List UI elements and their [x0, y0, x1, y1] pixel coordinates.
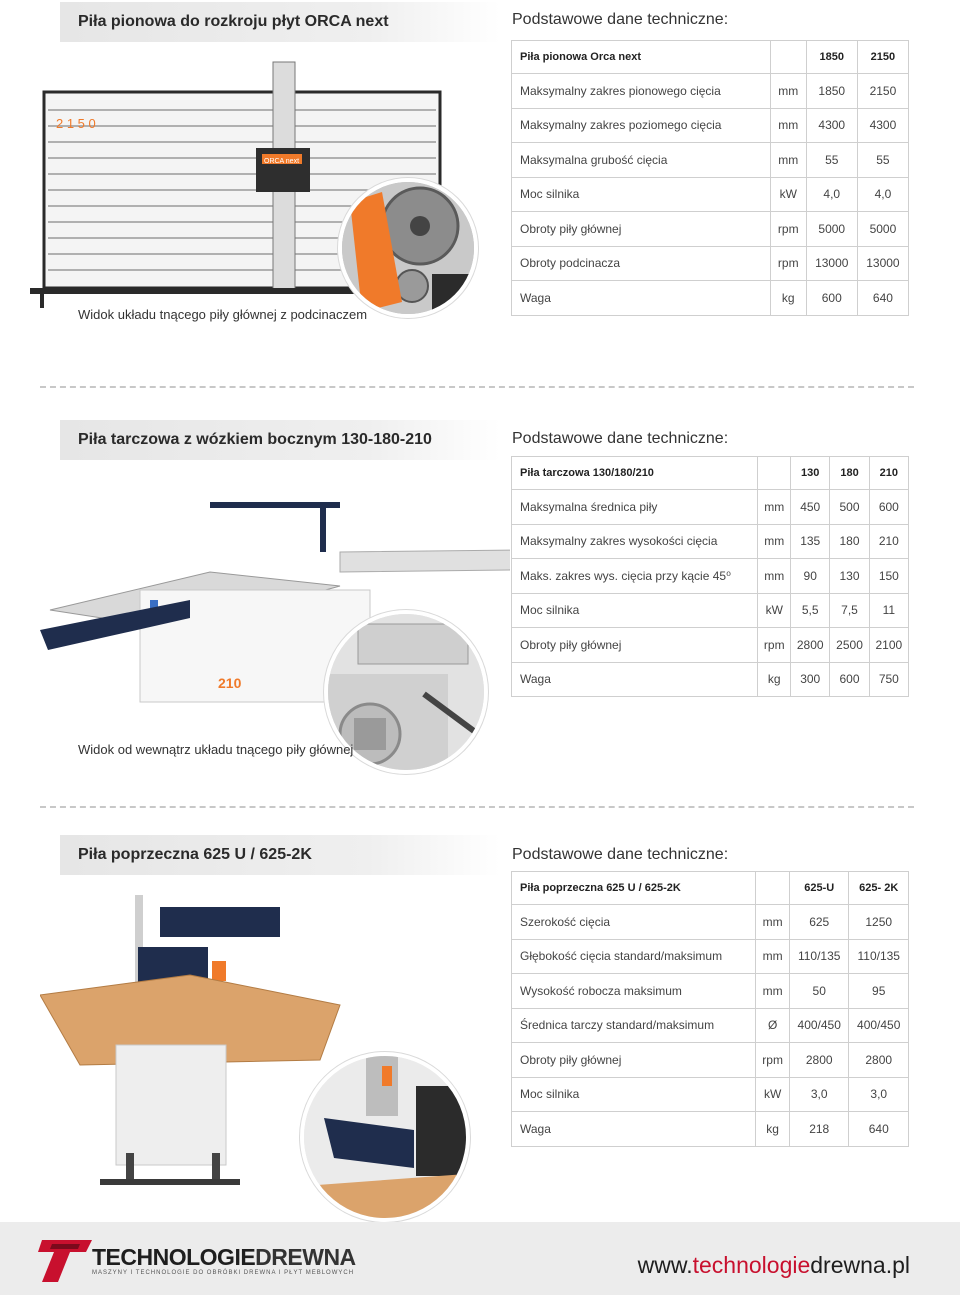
spec-unit-cell — [770, 41, 806, 74]
spec-value-cell: 640 — [857, 281, 908, 316]
spec-table-row — [512, 74, 909, 109]
spec-value-cell: 130 — [830, 559, 869, 594]
saw-detail-circle-1 — [338, 178, 478, 318]
spec-table-row — [512, 1112, 909, 1147]
spec-value-cell: 300 — [791, 662, 830, 697]
spec-value-cell: 135 — [791, 524, 830, 559]
spec-unit-cell: kW — [770, 177, 806, 212]
brand-logo-text — [92, 1244, 356, 1271]
footer — [0, 1222, 960, 1295]
spec-value-cell: 13000 — [806, 246, 857, 281]
spec-unit-cell: rpm — [770, 246, 806, 281]
section-3-title — [60, 835, 500, 875]
spec-value-cell: 1850 — [806, 41, 857, 74]
spec-label-cell: Maks. zakres wys. cięcia przy kącie 45⁰ — [512, 559, 758, 594]
spec-value-cell: 2800 — [791, 628, 830, 663]
spec-table-row — [512, 1008, 909, 1043]
spec-value-cell: 450 — [791, 490, 830, 525]
spec-label-cell: Obroty piły głównej — [512, 212, 771, 247]
section-1-title-text: Piła pionowa do rozkroju płyt ORCA next — [78, 13, 389, 30]
spec-label-cell: Moc silnika — [512, 593, 758, 628]
spec-value-cell: 5,5 — [791, 593, 830, 628]
spec-unit-cell: rpm — [770, 212, 806, 247]
section-divider-1 — [40, 386, 914, 388]
spec-unit-cell: Ø — [756, 1008, 790, 1043]
spec-value-cell: 2150 — [857, 41, 908, 74]
spec-value-cell: 150 — [869, 559, 908, 594]
machine-model-label: 210 — [218, 675, 242, 691]
spec-unit-cell: rpm — [756, 1043, 790, 1078]
spec-value-cell: 7,5 — [830, 593, 869, 628]
spec-label-cell: Obroty piły głównej — [512, 628, 758, 663]
spec-value-cell: 400/450 — [849, 1008, 909, 1043]
spec-label-cell: Piła tarczowa 130/180/210 — [512, 457, 758, 490]
spec-unit-cell: mm — [758, 524, 791, 559]
spec-value-cell: 640 — [849, 1112, 909, 1147]
section-3-title-text: Piła poprzeczna 625 U / 625-2K — [78, 846, 312, 863]
spec-value-cell: 5000 — [806, 212, 857, 247]
saw-blade-detail-image — [342, 182, 474, 314]
spec-unit-cell: mm — [756, 905, 790, 940]
spec-value-cell: 210 — [869, 457, 908, 490]
spec-unit-cell: mm — [770, 74, 806, 109]
spec-label-cell: Waga — [512, 1112, 756, 1147]
spec-table-row — [512, 143, 909, 178]
spec-label-cell: Szerokość cięcia — [512, 905, 756, 940]
spec-value-cell: 1850 — [806, 74, 857, 109]
spec-unit-cell: rpm — [758, 628, 791, 663]
saw-detail-circle-3 — [300, 1052, 470, 1222]
spec-value-cell: 210 — [869, 524, 908, 559]
spec-label-cell: Głębokość cięcia standard/maksimum — [512, 939, 756, 974]
spec-value-cell: 600 — [806, 281, 857, 316]
spec-label-cell: Maksymalny zakres poziomego cięcia — [512, 108, 771, 143]
spec-value-cell: 2100 — [869, 628, 908, 663]
spec-unit-cell: kW — [756, 1077, 790, 1112]
spec-value-cell: 750 — [869, 662, 908, 697]
spec-value-cell: 180 — [830, 457, 869, 490]
spec-label-cell: Moc silnika — [512, 177, 771, 212]
spec-value-cell: 50 — [789, 974, 849, 1009]
spec-value-cell: 110/135 — [849, 939, 909, 974]
spec-label-cell: Maksymalna średnica piły — [512, 490, 758, 525]
spec-table-row — [512, 939, 909, 974]
spec-value-cell: 3,0 — [789, 1077, 849, 1112]
spec-table-row — [512, 524, 909, 559]
url-accent: technologie — [692, 1252, 811, 1278]
spec-table-row — [512, 974, 909, 1009]
spec-value-cell: 625-U — [789, 872, 849, 905]
spec-value-cell: 110/135 — [789, 939, 849, 974]
spec-value-cell: 4300 — [806, 108, 857, 143]
spec-value-cell: 2800 — [789, 1043, 849, 1078]
spec-unit-cell: mm — [770, 143, 806, 178]
spec-value-cell: 400/450 — [789, 1008, 849, 1043]
section-2-title — [60, 420, 500, 460]
section-2-spec-table — [511, 456, 909, 697]
section-2-spec-heading: Podstawowe dane techniczne: — [512, 430, 729, 447]
spec-table-row — [512, 628, 909, 663]
spec-table-row — [512, 281, 909, 316]
spec-label-cell: Piła poprzeczna 625 U / 625-2K — [512, 872, 756, 905]
spec-value-cell: 55 — [806, 143, 857, 178]
spec-label-cell: Średnica tarczy standard/maksimum — [512, 1008, 756, 1043]
spec-label-cell: Obroty piły głównej — [512, 1043, 756, 1078]
spec-unit-cell: mm — [758, 490, 791, 525]
spec-table-header-row — [512, 457, 909, 490]
spec-value-cell: 95 — [849, 974, 909, 1009]
spec-unit-cell: mm — [756, 939, 790, 974]
spec-table-row — [512, 662, 909, 697]
brand-tagline: MASZYNY I TECHNOLOGIE DO OBRÓBKI DREWNA I PŁYT MEBLOWYCH — [92, 1270, 355, 1276]
spec-label-cell: Waga — [512, 662, 758, 697]
spec-unit-cell: kg — [770, 281, 806, 316]
section-1-caption: Widok układu tnącego piły głównej z podcinaczem — [78, 307, 368, 322]
spec-value-cell: 1250 — [849, 905, 909, 940]
section-1-title — [60, 2, 500, 42]
spec-label-cell: Wysokość robocza maksimum — [512, 974, 756, 1009]
spec-value-cell: 11 — [869, 593, 908, 628]
website-link[interactable] — [638, 1252, 910, 1279]
spec-table-row — [512, 1043, 909, 1078]
section-2-title-text: Piła tarczowa z wózkiem bocznym 130-180-210 — [78, 431, 432, 448]
spec-value-cell: 55 — [857, 143, 908, 178]
spec-value-cell: 13000 — [857, 246, 908, 281]
spec-value-cell: 4,0 — [806, 177, 857, 212]
spec-unit-cell — [758, 457, 791, 490]
spec-table-row — [512, 593, 909, 628]
spec-label-cell: Piła pionowa Orca next — [512, 41, 771, 74]
section-divider-2 — [40, 806, 914, 808]
spec-value-cell: 4,0 — [857, 177, 908, 212]
spec-label-cell: Moc silnika — [512, 1077, 756, 1112]
spec-table-row — [512, 490, 909, 525]
spec-unit-cell: kg — [756, 1112, 790, 1147]
spec-label-cell: Maksymalny zakres wysokości cięcia — [512, 524, 758, 559]
spec-table-row — [512, 246, 909, 281]
spec-label-cell: Obroty podcinacza — [512, 246, 771, 281]
spec-value-cell: 500 — [830, 490, 869, 525]
spec-table-row — [512, 559, 909, 594]
machine-size-label: 2 1 5 0 — [56, 116, 96, 131]
spec-value-cell: 625- 2K — [849, 872, 909, 905]
spec-value-cell: 600 — [830, 662, 869, 697]
section-3-spec-heading: Podstawowe dane techniczne: — [512, 846, 729, 863]
spec-unit-cell: kW — [758, 593, 791, 628]
spec-unit-cell: mm — [770, 108, 806, 143]
spec-table-header-row — [512, 41, 909, 74]
spec-label-cell: Maksymalny zakres pionowego cięcia — [512, 74, 771, 109]
spec-table-row — [512, 905, 909, 940]
spec-value-cell: 90 — [791, 559, 830, 594]
machine-badge-text: ORCA next — [264, 158, 300, 165]
spec-table-row — [512, 177, 909, 212]
url-suffix: drewna.pl — [810, 1252, 910, 1278]
section-1-spec-table — [511, 40, 909, 316]
spec-value-cell: 180 — [830, 524, 869, 559]
spec-value-cell: 600 — [869, 490, 908, 525]
spec-value-cell: 4300 — [857, 108, 908, 143]
spec-value-cell: 625 — [789, 905, 849, 940]
spec-value-cell: 3,0 — [849, 1077, 909, 1112]
spec-unit-cell: mm — [756, 974, 790, 1009]
spec-value-cell: 2800 — [849, 1043, 909, 1078]
spec-value-cell: 130 — [791, 457, 830, 490]
spec-table-row — [512, 1077, 909, 1112]
url-prefix: www. — [637, 1252, 693, 1278]
brand-logo-text-a: TECHNOLOGIE — [92, 1244, 256, 1270]
spec-table-row — [512, 108, 909, 143]
spec-label-cell: Waga — [512, 281, 771, 316]
spec-value-cell: 2150 — [857, 74, 908, 109]
spec-unit-cell: kg — [758, 662, 791, 697]
spec-value-cell: 2500 — [830, 628, 869, 663]
brand-logo-text-b: DREWNA — [255, 1244, 356, 1270]
spec-value-cell: 5000 — [857, 212, 908, 247]
spec-unit-cell: mm — [758, 559, 791, 594]
brand-logo-mark-icon — [38, 1238, 94, 1284]
spec-table-row — [512, 212, 909, 247]
section-3-spec-table — [511, 871, 909, 1147]
spec-value-cell: 218 — [789, 1112, 849, 1147]
blade-guard-detail-image — [304, 1056, 466, 1218]
section-1-spec-heading: Podstawowe dane techniczne: — [512, 11, 729, 28]
spec-label-cell: Maksymalna grubość cięcia — [512, 143, 771, 178]
spec-unit-cell — [756, 872, 790, 905]
spec-table-header-row — [512, 872, 909, 905]
section-2-caption: Widok od wewnątrz układu tnącego piły głównej — [78, 742, 354, 757]
